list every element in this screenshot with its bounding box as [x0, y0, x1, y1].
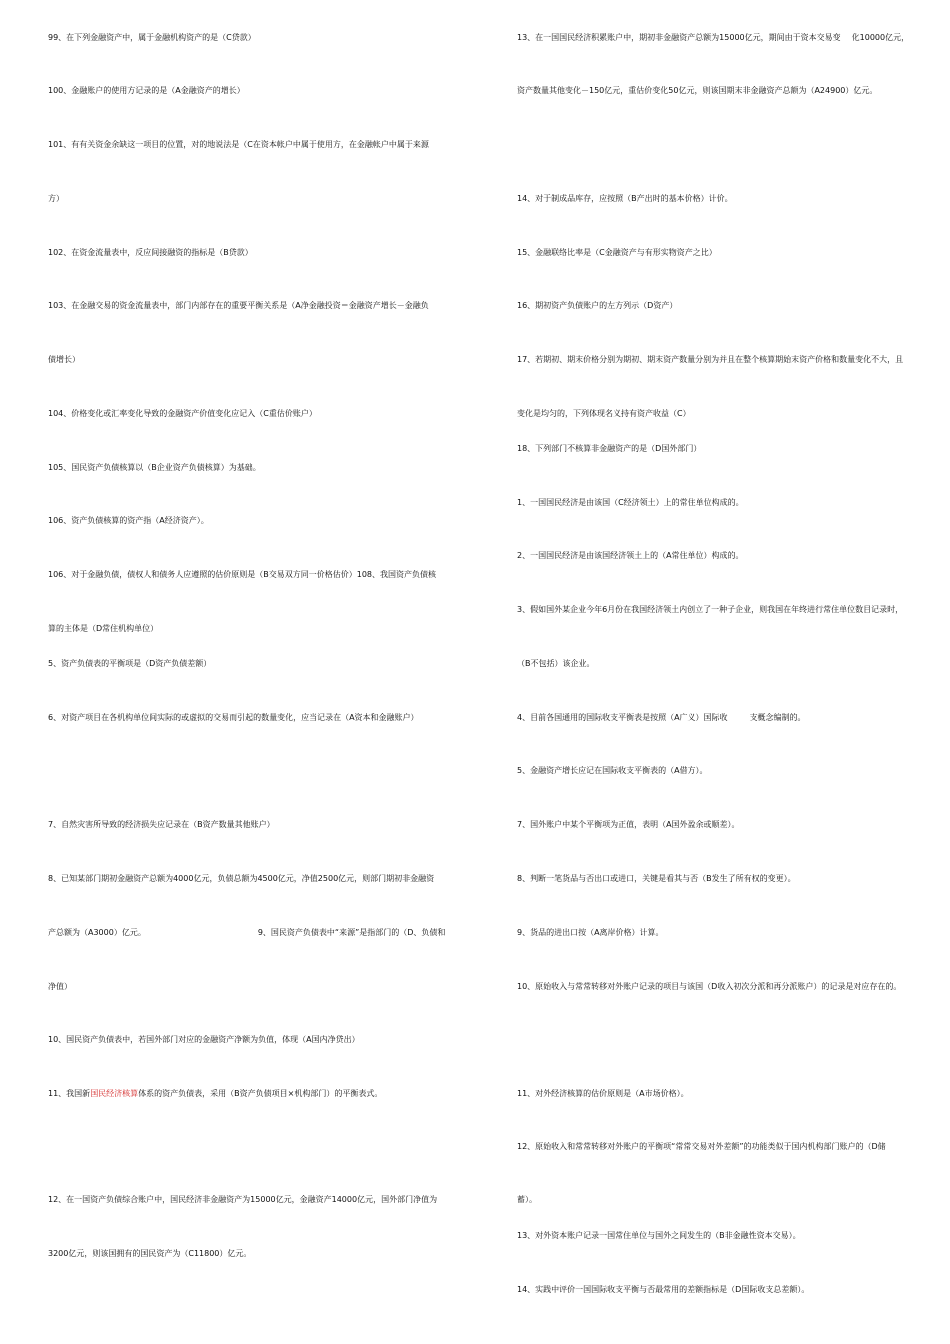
q101-line: 101、有有关资金余缺这一项目的位置，对的地说法是（C在资本帐户中属于使用方，在金融帐户中属于来源 [48, 140, 429, 149]
r11-line: 11、对外经济核算的估价原则是（A市场价格）。 [517, 1089, 689, 1098]
q101-line-cont: 方） [48, 194, 64, 203]
right-column [517, 0, 945, 1344]
r14b-line: 14、实践中评价一国国际收支平衡与否最常用的差额指标是（D国际收支总差额）。 [517, 1285, 810, 1294]
r12-line: 12、原始收入和常常转移对外账户的平衡项“常常交易对外差额”的功能类似于国内机构部门账户的（D储 [517, 1142, 886, 1151]
q100-line: 100、金融账户的使用方记录的是（A金融资产的增长） [48, 86, 245, 95]
q10-line: 10、国民资产负债表中，若国外部门对应的金融资产净额为负值，体现（A国内净贷出） [48, 1035, 360, 1044]
q11-suffix: 体系的资产负债表，采用（B资产负债项目×机构部门）的平衡表式。 [138, 1089, 383, 1098]
r15-line: 15、金融联络比率是（C金融资产与有形实物资产之比） [517, 248, 717, 257]
r10-line: 10、原始收入与常常转移对外账户记录的项目与该国（D收入初次分派和再分派账户）的记录是对应存在的。 [517, 982, 902, 991]
q106-line: 106、资产负债核算的资产指（A经济资产）。 [48, 516, 209, 525]
r14-line: 14、对于制成品库存，应按照（B产出时的基本价格）计价。 [517, 194, 733, 203]
q106b-line: 106、对于金融负债，债权人和债务人应遵照的估价原则是（B交易双方同一价格估价）108、我国资产负债核 [48, 570, 437, 579]
r13-text: 13、在一国国民经济积累账户中，期初非金融资产总额为15000亿元，期间由于资本交易变 [517, 33, 841, 42]
q5-line: 5、资产负债表的平衡项是（D资产负债差额） [48, 659, 212, 668]
r12-line-cont: 蓄）。 [517, 1195, 537, 1204]
r3-line: 3、假如国外某企业今年6月份在我国经济领土内创立了一种子企业，则我国在年终进行常住单位数目记录时， [517, 605, 904, 614]
q9-line-cont: 净值） [48, 982, 72, 991]
q105-line: 105、国民资产负债核算以（B企业资产负债核算）为基础。 [48, 463, 261, 472]
q11-prefix: 11、我国新 [48, 1089, 91, 1098]
r16-line: 16、期初资产负债账户的左方列示（D资产） [517, 301, 678, 310]
r8-line: 8、判断一笔货品与否出口或进口，关键是看其与否（B发生了所有权的变更）。 [517, 874, 796, 883]
q6-line: 6、对资产项目在各机构单位间实际的或虚拟的交易而引起的数量变化，应当记录在（A资本和金融账户） [48, 713, 419, 722]
q102-line: 102、在资金流量表中，反应间接融资的指标是（B贷款） [48, 248, 253, 257]
q11-line [48, 1089, 382, 1099]
r4-text: 4、目前各国通用的国际收支平衡表是按照（A广义）国际收 [517, 713, 728, 722]
r4-text-end: 支概念编制的。 [749, 713, 806, 722]
q9-text: 9、国民资产负债表中“来源”是指部门的（D、负债和 [257, 928, 446, 937]
r13b-line: 13、对外资本账户记录一国常住单位与国外之间发生的（B非金融性资本交易）。 [517, 1231, 801, 1240]
r13-line-cont: 资产数量其他变化－150亿元，重估价变化50亿元，则该国期末非金融资产总额为（A24900）亿元。 [517, 86, 878, 95]
r1-line: 1、一国国民经济是由该国（C经济领土）上的常住单位构成的。 [517, 498, 744, 507]
r5-line: 5、金融资产增长应记在国际收支平衡表的（A借方）。 [517, 766, 708, 775]
left-column [48, 0, 478, 1344]
q8-line-cont [48, 928, 445, 938]
q103-line: 103、在金融交易的资金流量表中，部门内部存在的重要平衡关系是（A净金融投资＝金融资产增长－金融负 [48, 301, 429, 310]
q12-line: 12、在一国资产负债综合账户中，国民经济非金融资产为15000亿元，金融资产14000亿元，国外部门净值为 [48, 1195, 438, 1204]
r3-line-cont: （B不包括）该企业。 [517, 659, 595, 668]
q99-line: 99、在下列金融资产中，属于金融机构资产的是（C贷款） [48, 33, 256, 42]
highlighted-term: 国民经济核算 [90, 1089, 139, 1098]
r4-line [517, 713, 806, 723]
r18-line: 18、下列部门不核算非金融资产的是（D国外部门） [517, 444, 702, 453]
q8-answer: 产总额为（A3000）亿元。 [48, 928, 146, 937]
r17-line-cont: 变化是均匀的，下列体现名义持有资产收益（C） [517, 409, 691, 418]
q12-line-cont: 3200亿元，则该国拥有的国民资产为（C11800）亿元。 [48, 1249, 252, 1258]
r2-line: 2、一国国民经济是由该国经济领土上的（A常住单位）构成的。 [517, 551, 744, 560]
q104-line: 104、价格变化或汇率变化导致的金融资产价值变化应记入（C重估价账户） [48, 409, 317, 418]
q8-line: 8、已知某部门期初金融资产总额为4000亿元，负债总额为4500亿元，净值2500亿元，则部门期初非金融资 [48, 874, 435, 883]
q103-line-cont: 债增长） [48, 355, 80, 364]
r13-text-end: 化10000亿元， [851, 33, 910, 42]
q7-line: 7、自然灾害所导致的经济损失应记录在（B资产数量其他账户） [48, 820, 275, 829]
r7-line: 7、国外账户中某个平衡项为正值，表明（A国外盈余或顺差）。 [517, 820, 740, 829]
r13-line [517, 33, 909, 43]
r17-line: 17、若期初、期末价格分别为期初、期末资产数量分别为并且在整个核算期始末资产价格和数量变化不大，且 [517, 355, 904, 364]
q108-line-cont: 算的主体是（D常住机构单位） [48, 624, 159, 633]
r9-line: 9、货品的进出口按（A离岸价格）计算。 [517, 928, 664, 937]
